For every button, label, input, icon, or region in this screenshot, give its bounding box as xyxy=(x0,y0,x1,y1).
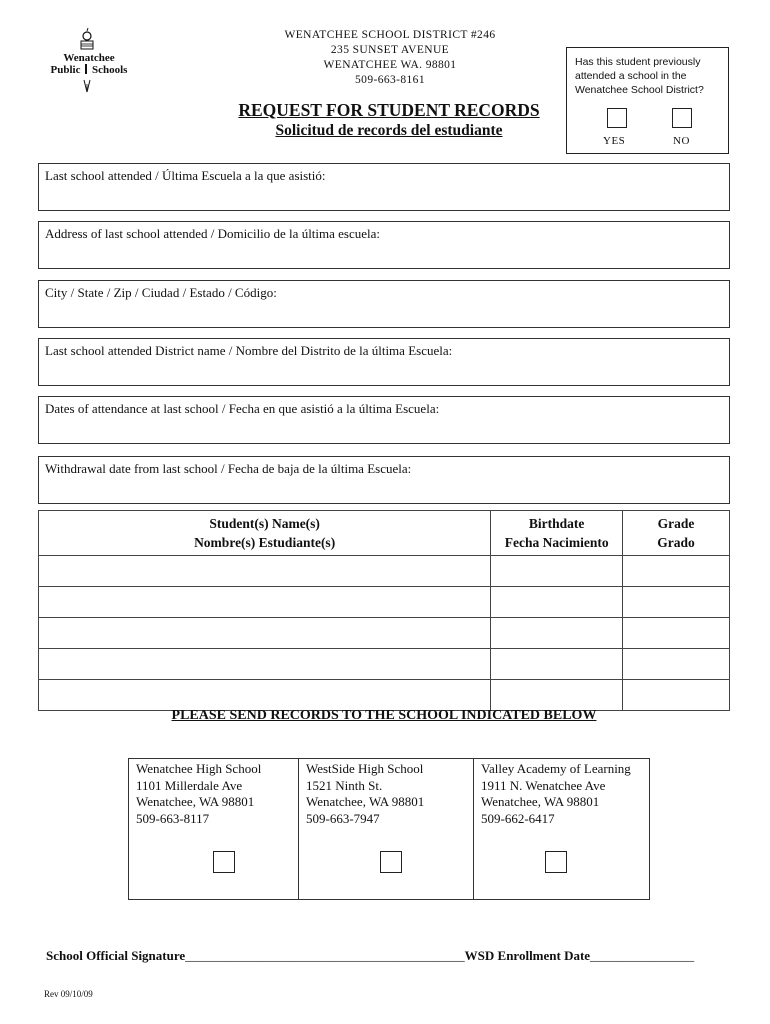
school-option-westside-high xyxy=(299,759,474,899)
grade-cell[interactable] xyxy=(623,587,730,618)
school-option-valley-academy xyxy=(474,759,649,899)
school-option-wenatchee-high xyxy=(129,759,299,899)
table-row xyxy=(39,680,730,711)
enrollment-date-line[interactable]: ________________ xyxy=(590,948,695,963)
school-name: WestSide High School xyxy=(306,761,424,776)
student-name-cell[interactable] xyxy=(39,587,491,618)
district-name-field[interactable] xyxy=(38,338,730,386)
table-row xyxy=(39,556,730,587)
form-subtitle: Solicitud de records del estudiante xyxy=(275,122,503,139)
form-title: REQUEST FOR STUDENT RECORDS xyxy=(238,100,540,120)
yes-label: YES xyxy=(603,135,626,147)
school-street: 1911 N. Wenatchee Ave xyxy=(481,777,606,793)
city-state-zip-field[interactable] xyxy=(38,280,730,328)
school-phone: 509-663-7947 xyxy=(306,810,380,826)
district-phone: 509-663-8161 xyxy=(355,74,425,86)
city-state-zip-label: City / State / Zip / Ciudad / Estado / Código: xyxy=(45,285,277,300)
student-name-cell[interactable] xyxy=(39,649,491,680)
grade-cell[interactable] xyxy=(623,618,730,649)
previous-attendance-box xyxy=(566,47,729,154)
valley-academy-checkbox[interactable] xyxy=(545,851,567,873)
last-school-address-label: Address of last school attended / Domicilio de la última escuela: xyxy=(45,226,381,241)
official-signature-label: School Official Signature xyxy=(46,948,186,963)
no-label: NO xyxy=(673,135,690,147)
table-row xyxy=(39,649,730,680)
birthdate-cell[interactable] xyxy=(491,649,623,680)
school-street: 1101 Millerdale Ave xyxy=(136,777,243,793)
students-table-header xyxy=(39,511,730,556)
attendance-dates-label: Dates of attendance at last school / Fecha en que asistió a la última Escuela: xyxy=(45,401,440,416)
westside-high-checkbox[interactable] xyxy=(380,851,402,873)
district-name: WENATCHEE SCHOOL DISTRICT #246 xyxy=(284,29,496,41)
district-address xyxy=(250,28,530,88)
send-records-instruction: PLEASE SEND RECORDS TO THE SCHOOL INDICATED BELOW xyxy=(171,708,597,723)
birthdate-cell[interactable] xyxy=(491,618,623,649)
grade-cell[interactable] xyxy=(623,556,730,587)
previous-attendance-question: Has this student previously attended a school in the Wenatchee School District? xyxy=(575,56,704,96)
enrollment-date-label: WSD Enrollment Date xyxy=(464,948,591,963)
logo-line-2a: Public xyxy=(50,64,81,76)
withdrawal-date-label: Withdrawal date from last school / Fecha de baja de la última Escuela: xyxy=(45,461,412,476)
student-name-cell[interactable] xyxy=(39,680,491,711)
attendance-dates-field[interactable] xyxy=(38,396,730,444)
district-street: 235 SUNSET AVENUE xyxy=(330,44,450,56)
student-name-cell[interactable] xyxy=(39,556,491,587)
birthdate-header: Birthdate Fecha Nacimiento xyxy=(491,511,623,556)
logo-line-1: Wenatchee xyxy=(63,52,115,64)
grade-cell[interactable] xyxy=(623,680,730,711)
student-name-header: Student(s) Name(s) Nombre(s) Estudiante(s) xyxy=(39,511,491,556)
grade-cell[interactable] xyxy=(623,649,730,680)
district-logo xyxy=(50,28,128,98)
school-name: Valley Academy of Learning xyxy=(481,761,631,776)
yes-checkbox[interactable] xyxy=(607,108,627,128)
school-phone: 509-662-6417 xyxy=(481,810,555,826)
student-name-cell[interactable] xyxy=(39,618,491,649)
school-name: Wenatchee High School xyxy=(136,761,262,776)
school-city: Wenatchee, WA 98801 xyxy=(481,794,600,809)
school-selection-box xyxy=(128,758,650,900)
revision-note: Rev 09/10/09 xyxy=(44,989,93,999)
school-street: 1521 Ninth St. xyxy=(306,777,383,793)
last-school-address-field[interactable] xyxy=(38,221,730,269)
district-name-label: Last school attended District name / Nombre del Distrito de la última Escuela: xyxy=(45,343,453,358)
official-signature-line[interactable]: ___________________________________________ xyxy=(185,948,465,963)
school-city: Wenatchee, WA 98801 xyxy=(306,794,425,809)
last-school-field[interactable] xyxy=(38,163,730,211)
table-row xyxy=(39,618,730,649)
withdrawal-date-field[interactable] xyxy=(38,456,730,504)
grade-header: Grade Grado xyxy=(623,511,730,556)
wenatchee-high-checkbox[interactable] xyxy=(213,851,235,873)
signature-row xyxy=(46,948,694,964)
students-table xyxy=(38,510,730,711)
birthdate-cell[interactable] xyxy=(491,587,623,618)
no-checkbox[interactable] xyxy=(672,108,692,128)
table-row xyxy=(39,587,730,618)
birthdate-cell[interactable] xyxy=(491,556,623,587)
school-phone: 509-663-8117 xyxy=(136,810,210,826)
school-city: Wenatchee, WA 98801 xyxy=(136,794,255,809)
last-school-label: Last school attended / Última Escuela a la que asistió: xyxy=(45,168,326,183)
logo-line-2b: Schools xyxy=(91,64,128,76)
birthdate-cell[interactable] xyxy=(491,680,623,711)
district-city: WENATCHEE WA. 98801 xyxy=(323,59,457,71)
